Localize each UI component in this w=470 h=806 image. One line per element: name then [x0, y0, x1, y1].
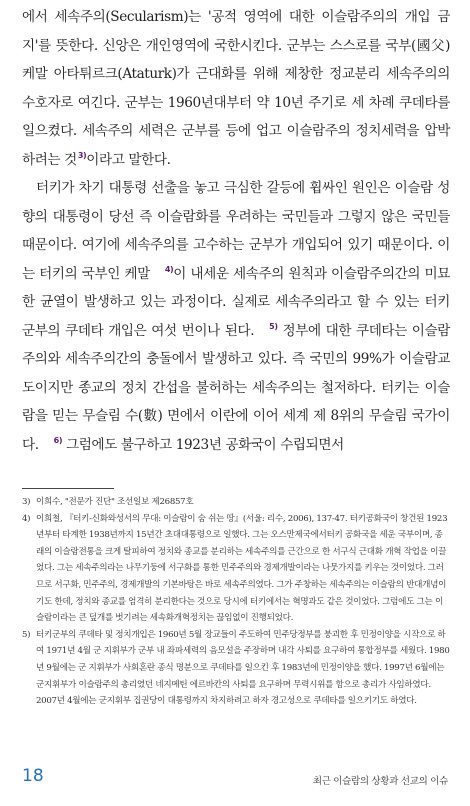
page-number: 18	[22, 766, 44, 786]
footnote-5	[22, 627, 450, 710]
footnote-3	[22, 494, 450, 511]
footnote-ref-3[interactable]: 3)	[77, 150, 87, 160]
footnote-ref-4[interactable]: 4)	[164, 264, 174, 274]
footnote-number: 4)	[22, 513, 31, 524]
paragraph-2	[22, 174, 450, 459]
footnote-divider	[22, 488, 114, 489]
footnote-number: 5)	[22, 629, 31, 640]
paragraph-1	[22, 3, 450, 174]
paragraph-text: 정부에 대한 쿠데타는 이슬람주의와 세속주의간의 충돌에서 발생하고 있다. 즉 국민의 99%가 이슬람교도이지만 종교의 정치 간섭을 불허하는 세속주의는 철저하다. 터키는 이슬람을 믿는 무슬림 수(數) 면에서 이란에 이어 세계 제 8위의 무슬림 국가이다.	[22, 322, 450, 453]
footnote-4	[22, 511, 450, 627]
footnote-ref-5[interactable]: 5)	[269, 321, 278, 331]
paragraph-text: 그럼에도 불구하고 1923년 공화국이 수립되면서	[62, 436, 344, 453]
footnote-number: 3)	[22, 497, 31, 507]
paragraph-text: 에서 세속주의(Secularism)는 '공적 영역에 대한 이슬람주의의 개입 금지'를 뜻한다. 신앙은 개인영역에 국한시킨다. 군부는 스스로를 국부(國父) 케말 아타튀르크(Ataturk)가 근대화를 위해 제창한 정교분리 세속주의의 수호자로 여긴다. 군부는 1960년대부터 약 10년 주기로 세 차례 쿠데타를 일으켰다. 세속주의 세력은 군부를 등에 업고 이슬람주의 정치세력을 압박하려는 것	[22, 9, 450, 168]
running-head: 최근 이슬람의 상황과 선교의 이슈	[312, 776, 448, 787]
paragraph-text: 터키가 차기 대통령 선출을 놓고 극심한 갈등에 휩싸인 원인은 이슬람 성향의 대통령이 당선 즉 이슬람화를 우려하는 국민들과 그렇지 않은 국민들 때문이다. 여기에 세속주의를 고수하는 군부가 개입되어 있기 때문이다. 이는 터키의 국부인 케말	[22, 180, 450, 282]
footnote-text: 터키군부의 쿠데타 및 정치개입은 1960년 5월 장교들이 주도하여 민주당정부를 붕괴한 후 민정이양을 시작으로 하여 1971년 4월 군 지휘부가 군부 내 좌파세력의 음모설을 주장하며 내각 사퇴를 요구하여 통합정부를 세웠다. 1980년 9월에는 군 지휘부가 사회혼란 종식 명분으로 쿠데타를 일으킨 후 1983년에 민정이양을 했다. 1997년 6월에는 군지휘부가 이슬람주의 총리였던 네지메틴 에르바칸의 사퇴를 요구하며 무력시위를 함으로 총리가 사임하였다. 2007년 4월에는 군지휘부 집권당이 대통령까지 차지하려고 하자 경고성으로 쿠데타를 일으키기도 하였다.	[36, 629, 450, 707]
body-text	[22, 3, 450, 459]
footnote-text: 이희수, "전문가 진단" 조선일보 제26857호	[36, 497, 194, 507]
paragraph-text: 이 내세운 세속주의 원칙과 이슬람주의간의 미묘한 균열이 발생하고 있는 과정이다. 실제로 세속주의라고 할 수 있는 터키 군부의 쿠데타 개입은 여섯 번이나 된다.	[22, 265, 450, 339]
paragraph-text: 이라고 말한다.	[86, 151, 171, 168]
footnotes	[22, 494, 450, 710]
footnote-text: 이희철, 『터키-신화와성서의 무대: 이슬람이 숨 쉬는 땅』(서울: 리수, 2006), 137-47. 터키공화국이 창건된 1923년부터 타계한 1938년까지 15년간 초대대통령으로 일했다. 그는 오스만제국에서터키 공화국을 세운 국부이며, 종래의 이슬람전통을 크게 탈피하여 정치와 종교를 분리하는 세속주의를 근간으로 한 서구식 근대화 개혁 작업을 이끌었다. 그는 세속주의라는 나무기둥에 서구화를 통한 민주주의와 경제개발이라는 나뭇가지를 키우는 것이었다. 그러므로 서구화, 민주주의, 경제개발의 기본바탕은 바로 세속주의였다. 그가 주창하는 세속주의는 이슬람의 반대개념이기도 한데, 정치와 종교를 엄격히 분리한다는 것으로 당시에 터키에서는 혁명과도 같은 것이었다. 그럼에도 그는 이슬람이라는 큰 덮개를 벗기려는 세속화개혁정치는 끊임없이 진행되었다.	[36, 513, 448, 624]
footnote-ref-6[interactable]: 6)	[53, 435, 63, 445]
